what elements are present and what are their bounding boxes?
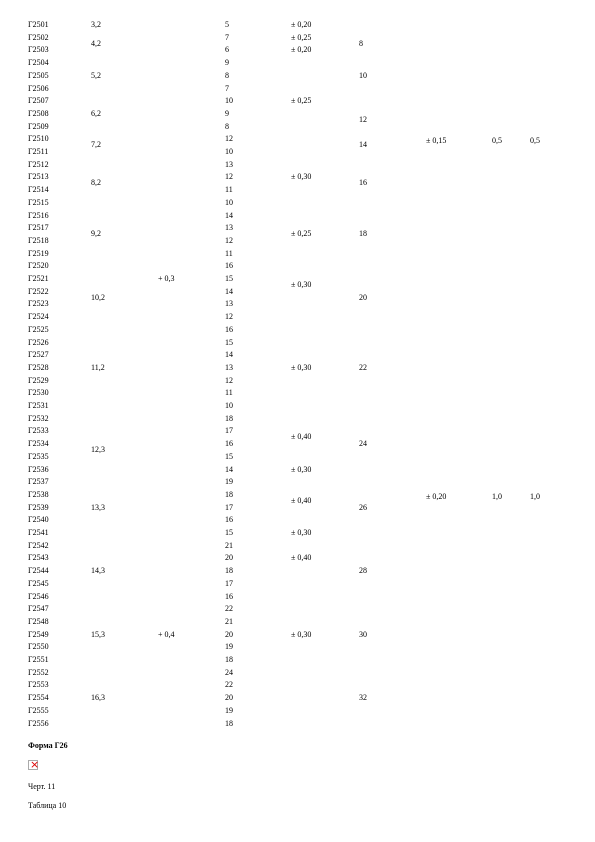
- row-code: Г2531: [28, 401, 49, 410]
- row-code: Г2547: [28, 604, 49, 614]
- height-value: 8: [225, 70, 229, 80]
- row-code: Г2518: [28, 235, 49, 245]
- height-value: 20: [225, 693, 233, 703]
- row-code: Г2504: [28, 58, 49, 68]
- diameter2-value: 14: [359, 140, 367, 150]
- height-value: 6: [225, 45, 229, 55]
- diameter1-value: 4,2: [91, 38, 101, 48]
- group2-tolerance: ± 0,20: [426, 492, 447, 501]
- row-code: Г2555: [28, 705, 49, 715]
- row-code: Г2506: [28, 83, 49, 93]
- height-value: 12: [225, 312, 233, 322]
- height-value: 11: [225, 248, 233, 258]
- row-code: Г2534: [28, 439, 49, 449]
- diameter1-value: 14,3: [91, 566, 105, 576]
- row-code: Г2539: [28, 502, 49, 512]
- tolerance2-value: ± 0,20: [291, 20, 312, 29]
- diameter2-value: 16: [359, 178, 367, 188]
- row-code: Г2525: [28, 324, 49, 334]
- row-code: Г2533: [28, 426, 49, 436]
- row-code: Г2553: [28, 680, 49, 690]
- diameter1-value: 9,2: [91, 229, 101, 239]
- row-code: Г2515: [28, 197, 49, 207]
- row-code: Г2522: [28, 286, 49, 296]
- height-value: 19: [225, 705, 233, 715]
- height-value: 10: [225, 147, 233, 156]
- diameter1-value: 16,3: [91, 693, 105, 703]
- height-value: 9: [225, 108, 229, 118]
- diameter1-value: 11,2: [91, 362, 105, 372]
- row-code: Г2542: [28, 540, 49, 550]
- diameter2-value: 8: [359, 38, 363, 48]
- row-code: Г2510: [28, 134, 49, 144]
- row-code: Г2509: [28, 121, 49, 131]
- row-code: Г2548: [28, 616, 49, 626]
- group2-value-a: 1,0: [492, 492, 502, 501]
- tolerance1-value: + 0,3: [158, 274, 175, 283]
- row-code: Г2528: [28, 362, 49, 372]
- row-code: Г2517: [28, 223, 49, 233]
- height-value: 11: [225, 388, 233, 398]
- diameter1-value: 15,3: [91, 629, 105, 639]
- tolerance2-value: ± 0,30: [291, 362, 312, 372]
- diameter1-value: 8,2: [91, 178, 101, 188]
- height-value: 12: [225, 134, 233, 144]
- diameter1-value: 6,2: [91, 108, 101, 118]
- tolerance2-value: ± 0,30: [291, 464, 312, 474]
- height-value: 17: [225, 426, 233, 436]
- tolerance2-value: ± 0,25: [291, 32, 312, 42]
- diameter1-value: 13,3: [91, 502, 105, 512]
- height-value: 7: [225, 83, 229, 93]
- group2-value-b: 1,0: [530, 492, 540, 501]
- height-value: 18: [225, 718, 233, 728]
- height-value: 15: [225, 274, 233, 283]
- height-value: 18: [225, 413, 233, 423]
- row-code: Г2511: [28, 147, 49, 156]
- row-code: Г2538: [28, 489, 49, 499]
- tolerance2-value: ± 0,25: [291, 96, 312, 106]
- tolerance2-value: ± 0,40: [291, 432, 312, 442]
- height-value: 13: [225, 159, 233, 169]
- row-code: Г2529: [28, 375, 49, 385]
- height-value: 16: [225, 591, 233, 601]
- height-value: 20: [225, 553, 233, 563]
- row-code: Г2508: [28, 108, 49, 118]
- row-code: Г2519: [28, 248, 49, 258]
- tolerance2-value: ± 0,20: [291, 45, 312, 55]
- height-value: 12: [225, 235, 233, 245]
- diameter2-value: 28: [359, 566, 367, 576]
- height-value: 7: [225, 32, 229, 42]
- row-code: Г2516: [28, 210, 49, 220]
- row-code: Г2527: [28, 350, 49, 360]
- height-value: 16: [225, 515, 233, 525]
- height-value: 21: [225, 616, 233, 626]
- diameter2-value: 20: [359, 292, 367, 302]
- height-value: 15: [225, 451, 233, 461]
- diameter1-value: 12,3: [91, 445, 105, 455]
- row-code: Г2501: [28, 20, 49, 29]
- row-code: Г2543: [28, 553, 49, 563]
- diameter2-value: 12: [359, 114, 367, 124]
- height-value: 9: [225, 58, 229, 68]
- height-value: 14: [225, 210, 233, 220]
- height-value: 8: [225, 121, 229, 131]
- row-code: Г2540: [28, 515, 49, 525]
- row-code: Г2537: [28, 477, 49, 487]
- diameter2-value: 32: [359, 693, 367, 703]
- tolerance2-value: ± 0,40: [291, 553, 312, 563]
- diameter2-value: 24: [359, 439, 367, 449]
- height-value: 17: [225, 578, 233, 588]
- height-value: 14: [225, 464, 233, 474]
- row-code: Г2520: [28, 261, 49, 271]
- row-code: Г2545: [28, 578, 49, 588]
- diameter2-value: 18: [359, 229, 367, 239]
- height-value: 18: [225, 655, 233, 664]
- row-code: Г2526: [28, 337, 49, 347]
- row-code: Г2524: [28, 312, 49, 322]
- diameter1-value: 7,2: [91, 140, 101, 150]
- tolerance2-value: ± 0,30: [291, 629, 312, 639]
- height-value: 13: [225, 299, 233, 309]
- height-value: 17: [225, 502, 233, 512]
- row-code: Г2535: [28, 451, 49, 461]
- row-code: Г2546: [28, 591, 49, 601]
- diameter2-value: 30: [359, 629, 367, 639]
- table-caption: Таблица 10: [28, 801, 67, 810]
- height-value: 5: [225, 20, 229, 29]
- row-code: Г2554: [28, 693, 49, 703]
- row-code: Г2552: [28, 667, 49, 677]
- group1-value-b: 0,5: [530, 136, 540, 145]
- tolerance2-value: ± 0,30: [291, 528, 312, 537]
- broken-image-icon: [28, 760, 38, 770]
- height-value: 18: [225, 489, 233, 499]
- height-value: 13: [225, 223, 233, 233]
- diameter1-value: 5,2: [91, 70, 101, 80]
- height-value: 12: [225, 172, 233, 182]
- row-code: Г2536: [28, 464, 49, 474]
- height-value: 19: [225, 477, 233, 487]
- row-code: Г2521: [28, 274, 49, 283]
- group1-value-a: 0,5: [492, 136, 502, 145]
- height-value: 14: [225, 350, 233, 360]
- height-value: 10: [225, 197, 233, 207]
- row-code: Г2514: [28, 185, 49, 195]
- height-value: 24: [225, 667, 233, 677]
- height-value: 15: [225, 337, 233, 347]
- height-value: 20: [225, 629, 233, 639]
- height-value: 13: [225, 362, 233, 372]
- row-code: Г2541: [28, 528, 49, 537]
- height-value: 22: [225, 604, 233, 614]
- row-code: Г2556: [28, 718, 49, 728]
- row-code: Г2513: [28, 172, 49, 182]
- row-code: Г2523: [28, 299, 49, 309]
- diameter2-value: 22: [359, 362, 367, 372]
- row-code: Г2502: [28, 32, 49, 42]
- height-value: 11: [225, 185, 233, 195]
- row-code: Г2530: [28, 388, 49, 398]
- tolerance2-value: ± 0,30: [291, 280, 312, 289]
- height-value: 16: [225, 439, 233, 449]
- height-value: 16: [225, 261, 233, 271]
- diameter2-value: 10: [359, 70, 367, 80]
- height-value: 18: [225, 566, 233, 576]
- height-value: 21: [225, 540, 233, 550]
- diameter1-value: 3,2: [91, 20, 101, 29]
- tolerance2-value: ± 0,40: [291, 495, 312, 505]
- row-code: Г2532: [28, 413, 49, 423]
- row-code: Г2551: [28, 655, 49, 664]
- row-code: Г2549: [28, 629, 49, 639]
- row-code: Г2550: [28, 642, 49, 652]
- row-code: Г2512: [28, 159, 49, 169]
- height-value: 22: [225, 680, 233, 690]
- height-value: 15: [225, 528, 233, 537]
- tolerance2-value: ± 0,25: [291, 229, 312, 239]
- row-code: Г2505: [28, 70, 49, 80]
- tolerance2-value: ± 0,30: [291, 172, 312, 182]
- row-code: Г2507: [28, 96, 49, 106]
- diameter2-value: 26: [359, 502, 367, 512]
- height-value: 19: [225, 642, 233, 652]
- chart-caption: Черт. 11: [28, 782, 56, 791]
- height-value: 10: [225, 96, 233, 106]
- diameter1-value: 10,2: [91, 292, 105, 302]
- shape-title: Форма Г26: [28, 741, 68, 750]
- tolerance1-value: + 0,4: [158, 629, 175, 639]
- height-value: 14: [225, 286, 233, 296]
- height-value: 10: [225, 401, 233, 410]
- row-code: Г2544: [28, 566, 49, 576]
- row-code: Г2503: [28, 45, 49, 55]
- group1-tolerance: ± 0,15: [426, 136, 447, 145]
- height-value: 12: [225, 375, 233, 385]
- height-value: 16: [225, 324, 233, 334]
